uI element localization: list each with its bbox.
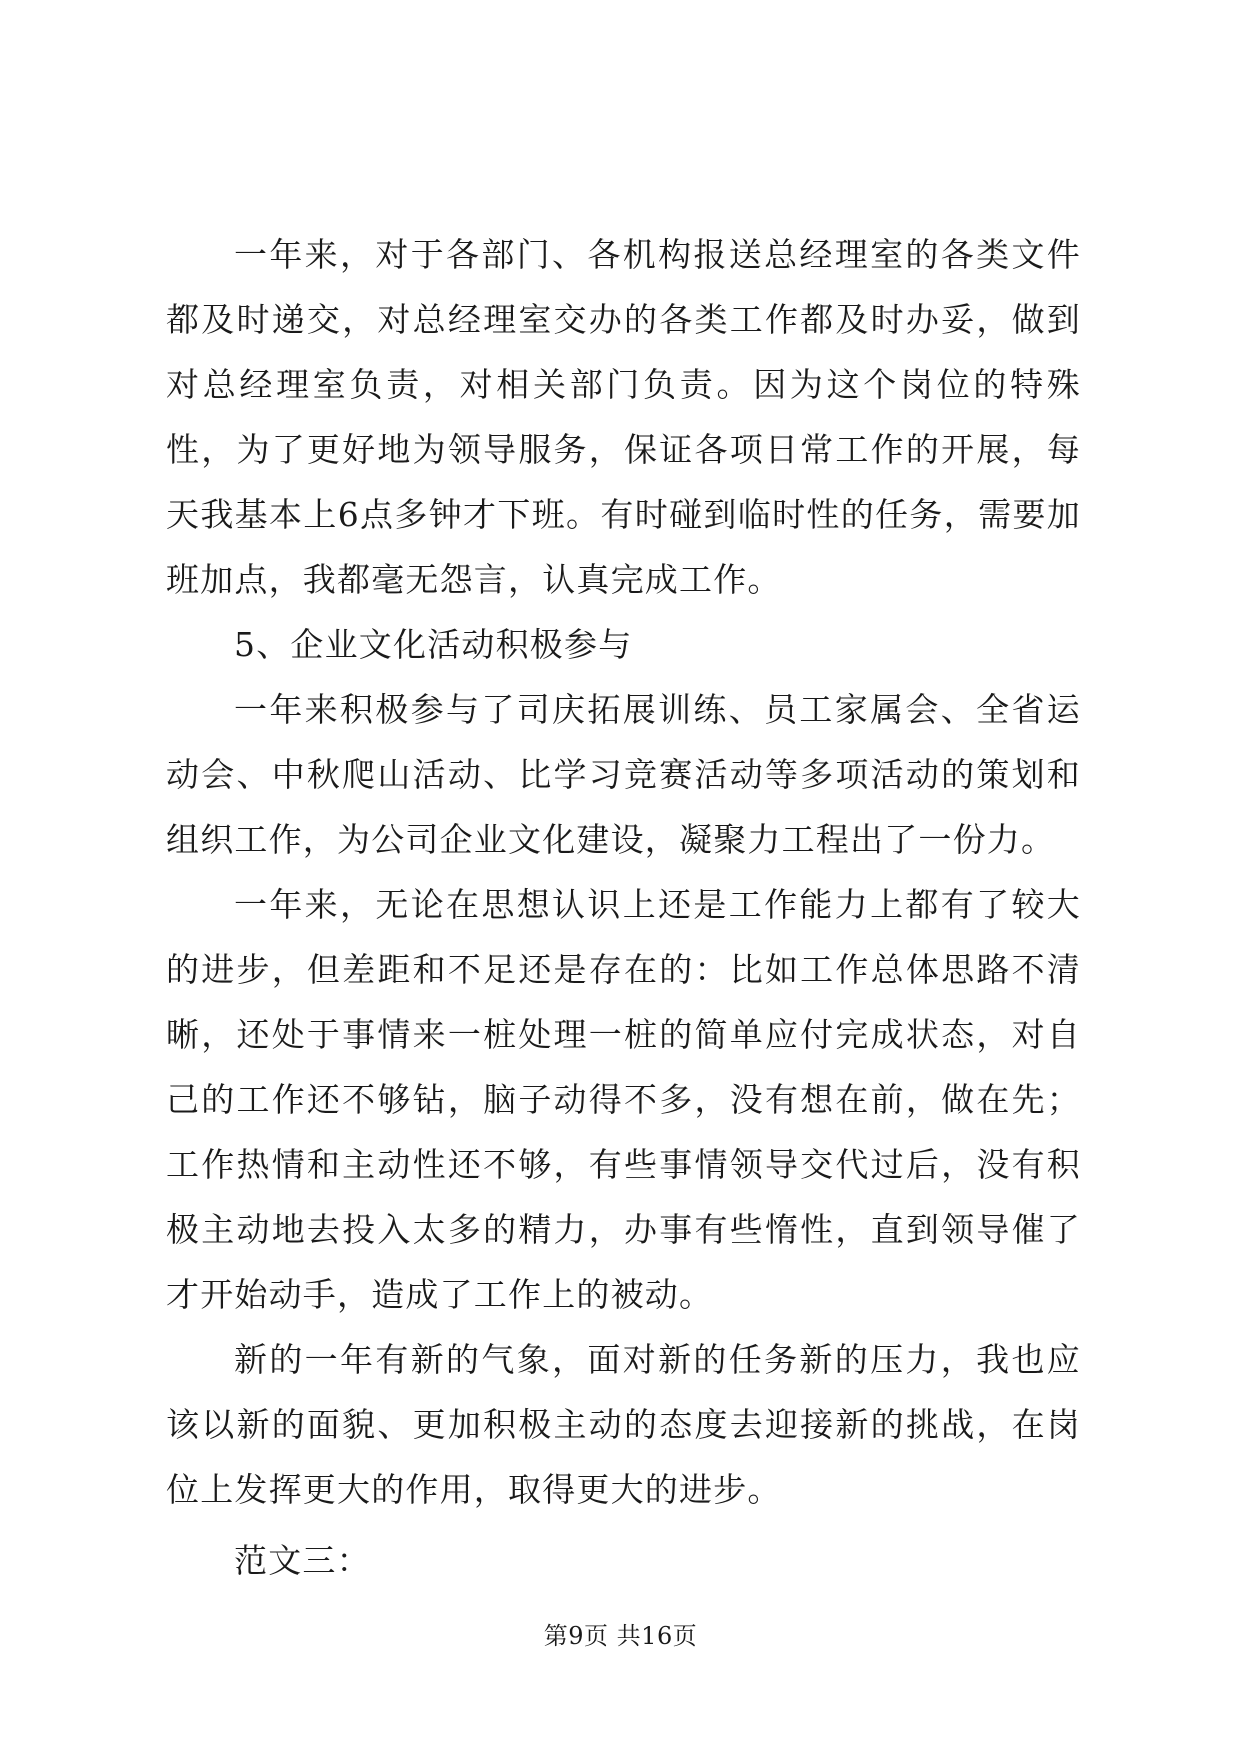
paragraph-shortcomings: 一年来，无论在思想认识上还是工作能力上都有了较大的进步，但差距和不足还是存在的：比如工作总体思路不清晰，还处于事情来一桩处理一桩的简单应付完成状态，对自己的工作还不够钻，脑子动得不多，没有想在前，做在先；工作热情和主动性还不够，有些事情领导交代过后，没有积极主动地去投入太多的精力，办事有些惰性，直到领导催了才开始动手，造成了工作上的被动。 xyxy=(166,885,1081,1314)
sample-label: 范文三： xyxy=(234,1541,371,1580)
section-heading-culture: 5、企业文化活动积极参与 xyxy=(234,625,633,664)
paragraph-new-year: 新的一年有新的气象，面对新的任务新的压力，我也应该以新的面貌、更加积极主动的态度去迎接新的挑战，在岗位上发挥更大的作用，取得更大的进步。 xyxy=(166,1340,1081,1509)
paragraph-work-duties: 一年来，对于各部门、各机构报送总经理室的各类文件都及时递交，对总经理室交办的各类工作都及时办妥，做到对总经理室负责，对相关部门负责。因为这个岗位的特殊性，为了更好地为领导服务，保证各项日常工作的开展，每天我基本上6点多钟才下班。有时碰到临时性的任务，需要加班加点，我都毫无怨言，认真完成工作。 xyxy=(166,235,1081,599)
document-body xyxy=(166,222,1081,1593)
paragraph-culture-activities: 一年来积极参与了司庆拓展训练、员工家属会、全省运动会、中秋爬山活动、比学习竞赛活动等多项活动的策划和组织工作，为公司企业文化建设，凝聚力工程出了一份力。 xyxy=(166,690,1081,859)
page-footer: 第9页 共16页 xyxy=(543,1622,698,1650)
